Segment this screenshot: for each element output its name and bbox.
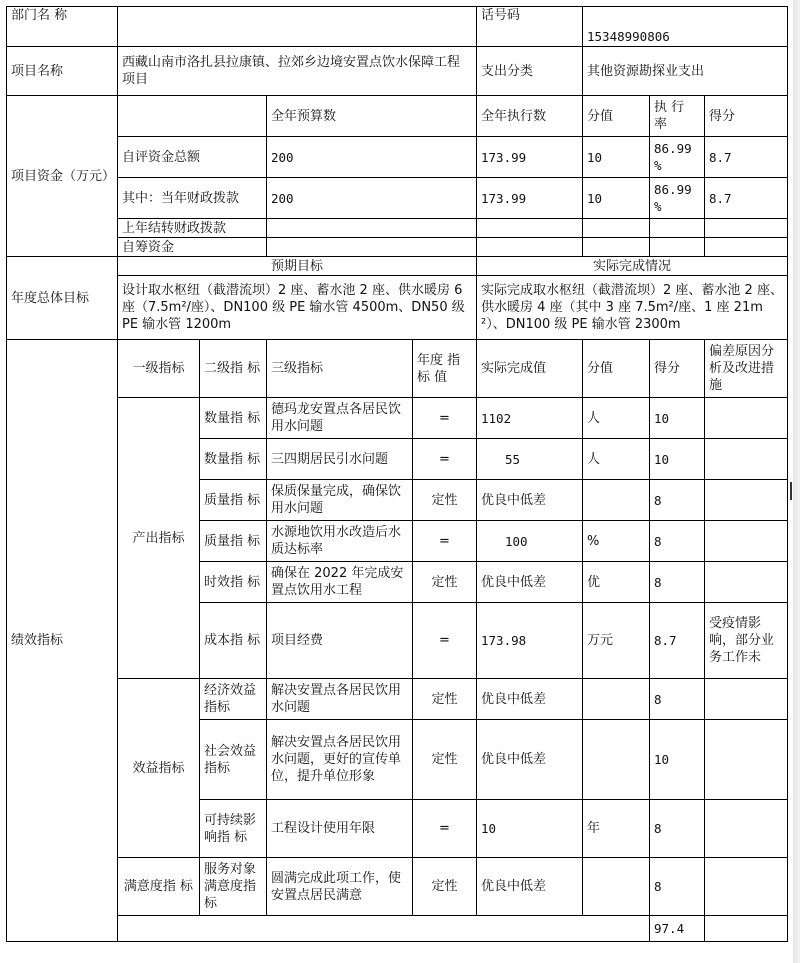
perf-score: 10 bbox=[650, 398, 705, 439]
dept-label: 部门名 称 bbox=[7, 7, 118, 47]
funds-row-exec: 173.99 bbox=[477, 178, 583, 219]
funds-row-score bbox=[705, 219, 788, 238]
perf-level3: 确保在 2022 年完成安置点饮用水工程 bbox=[267, 562, 413, 603]
perf-actual: 173.98 bbox=[477, 603, 583, 679]
perf-score: 10 bbox=[650, 439, 705, 480]
evaluation-table bbox=[6, 6, 788, 942]
funds-row-value: 10 bbox=[583, 137, 650, 178]
dept-value bbox=[118, 7, 477, 47]
perf-level3: 解决安置点各居民饮用水问题 bbox=[267, 679, 413, 720]
perf-header-level3: 三级指标 bbox=[267, 340, 413, 398]
perf-value: 万元 bbox=[583, 603, 650, 679]
perf-actual: 优良中低差 bbox=[477, 562, 583, 603]
perf-annual: 定性 bbox=[413, 720, 477, 800]
perf-header-reason: 偏差原因分析及改进措施 bbox=[705, 340, 788, 398]
funds-row-score: 8.7 bbox=[705, 178, 788, 219]
perf-score: 8.7 bbox=[650, 603, 705, 679]
perf-actual: 10 bbox=[477, 800, 583, 858]
perf-level3: 工程设计使用年限 bbox=[267, 800, 413, 858]
perf-value bbox=[583, 720, 650, 800]
perf-score: 8 bbox=[650, 858, 705, 916]
perf-level2: 数量指 标 bbox=[200, 439, 267, 480]
perf-reason bbox=[705, 858, 788, 916]
funds-row-budget: 200 bbox=[267, 137, 477, 178]
perf-annual: = bbox=[413, 603, 477, 679]
total-blank bbox=[118, 916, 650, 942]
perf-score: 8 bbox=[650, 800, 705, 858]
perf-value bbox=[583, 858, 650, 916]
perf-annual: = bbox=[413, 398, 477, 439]
funds-row-score bbox=[705, 238, 788, 257]
perf-level3: 德玛龙安置点各居民饮用水问题 bbox=[267, 398, 413, 439]
goals-expected-text: 设计取水枢纽（截潜流坝）2 座、蓄水池 2 座、供水暖房 6 座（7.5m²/座）、DN100 级 PE 输水管 4500m、DN50 级 PE 输水管 1200m bbox=[118, 276, 477, 340]
text-cursor-mark bbox=[790, 482, 792, 500]
perf-header-annual: 年度 指标 值 bbox=[413, 340, 477, 398]
perf-header-value: 分值 bbox=[583, 340, 650, 398]
perf-score: 8 bbox=[650, 562, 705, 603]
goals-expected-header: 预期目标 bbox=[118, 257, 477, 276]
funds-row-exec bbox=[477, 219, 583, 238]
perf-actual: 100 bbox=[477, 521, 583, 562]
funds-row-budget: 200 bbox=[267, 178, 477, 219]
funds-row-rate: 86.99 % bbox=[650, 178, 705, 219]
perf-benefit-label: 效益指标 bbox=[118, 679, 200, 858]
funds-row-name: 自筹资金 bbox=[118, 238, 267, 257]
perf-score: 8 bbox=[650, 521, 705, 562]
perf-header-actual: 实际完成值 bbox=[477, 340, 583, 398]
perf-level3: 保质保量完成，确保饮用水问题 bbox=[267, 480, 413, 521]
perf-value bbox=[583, 679, 650, 720]
perf-level2: 社会效益指标 bbox=[200, 720, 267, 800]
perf-level2: 服务对象满意度指标 bbox=[200, 858, 267, 916]
perf-reason bbox=[705, 679, 788, 720]
goals-label: 年度总体目标 bbox=[7, 257, 118, 340]
perf-reason: 受疫情影响，部分业务工作未 bbox=[705, 603, 788, 679]
perf-annual: 定性 bbox=[413, 679, 477, 720]
perf-score: 8 bbox=[650, 480, 705, 521]
perf-header-level1: 一级指标 bbox=[118, 340, 200, 398]
perf-reason bbox=[705, 480, 788, 521]
perf-level2: 成本指 标 bbox=[200, 603, 267, 679]
funds-row-exec bbox=[477, 238, 583, 257]
perf-actual: 优良中低差 bbox=[477, 858, 583, 916]
funds-row-rate bbox=[650, 238, 705, 257]
perf-satisfaction-label: 满意度指 标 bbox=[118, 858, 200, 916]
goals-actual-text: 实际完成取水枢纽（截潜流坝）2 座、蓄水池 2 座、供水暖房 4 座（其中 3 座 7.5m²/座、1 座 21m²）、DN100 级 PE 输水管 2300m bbox=[477, 276, 788, 340]
perf-reason bbox=[705, 800, 788, 858]
perf-level3: 三四期居民引水问题 bbox=[267, 439, 413, 480]
funds-row-name: 其中：当年财政拨款 bbox=[118, 178, 267, 219]
perf-actual: 优良中低差 bbox=[477, 480, 583, 521]
perf-annual: = bbox=[413, 521, 477, 562]
phone-label: 话号码 bbox=[477, 7, 583, 47]
perf-annual: 定性 bbox=[413, 480, 477, 521]
perf-level3: 解决安置点各居民饮用水问题，更好的宣传单位，提升单位形象 bbox=[267, 720, 413, 800]
perf-reason bbox=[705, 439, 788, 480]
perf-value bbox=[583, 480, 650, 521]
project-value: 西藏山南市洛扎县拉康镇、拉郊乡边境安置点饮水保障工程项目 bbox=[118, 47, 477, 96]
perf-actual: 1102 bbox=[477, 398, 583, 439]
funds-row-budget bbox=[267, 219, 477, 238]
perf-value: 年 bbox=[583, 800, 650, 858]
perf-reason bbox=[705, 521, 788, 562]
perf-level2: 时效指 标 bbox=[200, 562, 267, 603]
perf-actual: 优良中低差 bbox=[477, 679, 583, 720]
perf-annual: 定性 bbox=[413, 562, 477, 603]
perf-level3: 圆满完成此项工作，使安置点居民满意 bbox=[267, 858, 413, 916]
funds-col-budget: 全年预算数 bbox=[267, 96, 477, 137]
perf-label: 绩效指标 bbox=[7, 340, 118, 942]
perf-reason bbox=[705, 720, 788, 800]
funds-row-value bbox=[583, 219, 650, 238]
perf-reason bbox=[705, 398, 788, 439]
perf-level3: 项目经费 bbox=[267, 603, 413, 679]
perf-annual: 定性 bbox=[413, 858, 477, 916]
funds-row-name: 上年结转财政拨款 bbox=[118, 219, 267, 238]
funds-col-exec: 全年执行数 bbox=[477, 96, 583, 137]
perf-value: 人 bbox=[583, 439, 650, 480]
perf-level2: 质量指 标 bbox=[200, 521, 267, 562]
perf-value: % bbox=[583, 521, 650, 562]
perf-score: 8 bbox=[650, 679, 705, 720]
perf-level3: 水源地饮用水改造后水质达标率 bbox=[267, 521, 413, 562]
window-edge bbox=[793, 0, 800, 963]
funds-row-budget bbox=[267, 238, 477, 257]
perf-value: 优 bbox=[583, 562, 650, 603]
funds-row-name: 自评资金总额 bbox=[118, 137, 267, 178]
funds-label: 项目资金（万元） bbox=[7, 96, 118, 257]
funds-row-value bbox=[583, 238, 650, 257]
perf-output-label: 产出指标 bbox=[118, 398, 200, 679]
perf-annual: = bbox=[413, 439, 477, 480]
perf-level2: 经济效益指标 bbox=[200, 679, 267, 720]
perf-level2: 可持续影响指 标 bbox=[200, 800, 267, 858]
funds-row-score: 8.7 bbox=[705, 137, 788, 178]
category-value: 其他资源勘探业支出 bbox=[583, 47, 788, 96]
perf-level2: 质量指 标 bbox=[200, 480, 267, 521]
perf-annual: = bbox=[413, 800, 477, 858]
phone-value: 15348990806 bbox=[583, 7, 788, 47]
total-score: 97.4 bbox=[650, 916, 705, 942]
funds-row-rate bbox=[650, 219, 705, 238]
perf-header-score: 得分 bbox=[650, 340, 705, 398]
funds-col-score-value: 分值 bbox=[583, 96, 650, 137]
total-reason-blank bbox=[705, 916, 788, 942]
funds-row-rate: 86.99 % bbox=[650, 137, 705, 178]
funds-row-value: 10 bbox=[583, 178, 650, 219]
perf-actual: 优良中低差 bbox=[477, 720, 583, 800]
perf-actual: 55 bbox=[477, 439, 583, 480]
funds-col-score: 得分 bbox=[705, 96, 788, 137]
perf-reason bbox=[705, 562, 788, 603]
funds-header-blank bbox=[118, 96, 267, 137]
funds-col-rate: 执 行 率 bbox=[650, 96, 705, 137]
goals-actual-header: 实际完成情况 bbox=[477, 257, 788, 276]
perf-value: 人 bbox=[583, 398, 650, 439]
perf-score: 10 bbox=[650, 720, 705, 800]
funds-row-exec: 173.99 bbox=[477, 137, 583, 178]
project-label: 项目名称 bbox=[7, 47, 118, 96]
category-label: 支出分类 bbox=[477, 47, 583, 96]
perf-level2: 数量指 标 bbox=[200, 398, 267, 439]
perf-header-level2: 二级指 标 bbox=[200, 340, 267, 398]
